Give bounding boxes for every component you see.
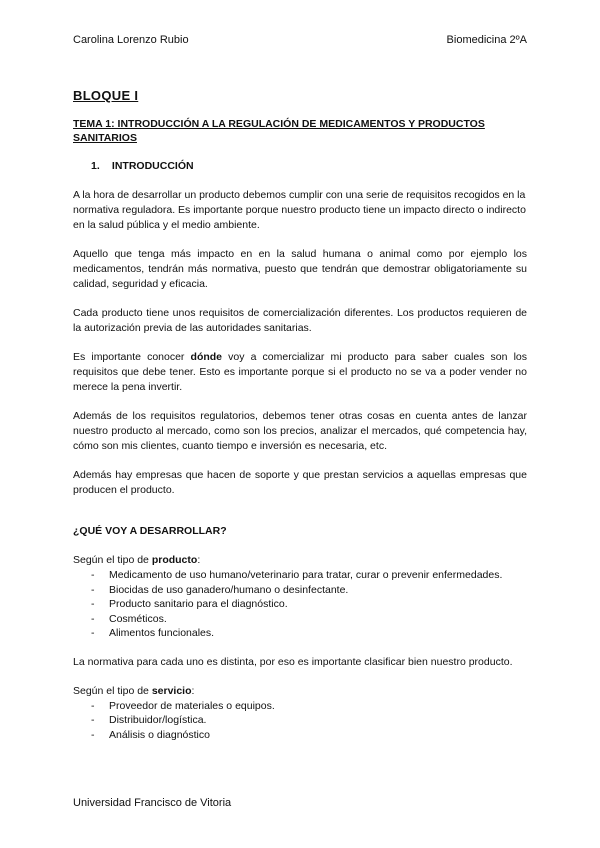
servicio-list <box>73 699 527 743</box>
producto-intro-bold: producto <box>151 554 198 566</box>
paragraph-normativa: La normativa para cada uno es distinta, por eso es importante clasificar bien nuestro producto. <box>73 655 513 668</box>
producto-intro-end: : <box>197 554 201 566</box>
list-item: - Producto sanitario para el diagnóstico. <box>73 597 527 612</box>
header-author: Carolina Lorenzo Rubio <box>73 34 189 46</box>
header-course: Biomedicina 2ºA <box>446 34 527 46</box>
paragraph-impacto: Aquello que tenga más impacto en en la salud humana o animal como por ejemplo los medicamentos, tendrán más normativa, puesto que tendrán que demostrar obligatoriamente su calidad, seguridad y eficacia. <box>73 248 527 290</box>
producto-list <box>73 568 527 641</box>
tema-heading: TEMA 1: INTRODUCCIÓN A LA REGULACIÓN DE MEDICAMENTOS Y PRODUCTOS SANITARIOS <box>73 118 485 144</box>
servicio-intro-end: : <box>191 684 195 697</box>
paragraph-donde-end: voy a comercializar mi producto para saber cuales son los requisitos que debe tener. Esto es importante porque si el producto no se va a poder vender no merece la pena invertir. <box>73 351 528 393</box>
page-footer: Universidad Francisco de Vitoria <box>73 797 232 809</box>
servicio-intro-start: Según el tipo de <box>73 684 152 697</box>
page-header <box>73 34 527 46</box>
list-item: - Proveedor de materiales o equipos. <box>73 699 527 714</box>
list-item: - Cosméticos. <box>73 612 527 627</box>
producto-intro-start: Según el tipo de <box>73 554 152 566</box>
list-item: - Análisis o diagnóstico <box>73 728 527 743</box>
section-heading <box>91 159 527 174</box>
paragraph-otras-cosas: Además de los requisitos regulatorios, debemos tener otras cosas en cuenta antes de lanzar nuestro producto al mercado, como son los precios, analizar el mercados, qué competencia hay, cómo son mis clientes, cuanto tiempo e inversión es necesaria, etc. <box>73 410 527 452</box>
question-heading: ¿QUÉ VOY A DESARROLLAR? <box>73 525 227 537</box>
paragraph-donde-bold: dónde <box>190 351 223 363</box>
paragraph-donde <box>73 350 527 395</box>
list-item: - Medicamento de uso humano/veterinario para tratar, curar o prevenir enfermedades. <box>73 568 527 583</box>
paragraph-requisitos: A la hora de desarrollar un producto debemos cumplir con una serie de requisitos recogidos en la normativa reguladora. Es importante porque nuestro producto tiene un impacto directo o indirecto en la salud pública y el medio ambiente. <box>73 189 526 231</box>
section-title: INTRODUCCIÓN <box>111 160 194 172</box>
list-item: - Distribuidor/logística. <box>73 713 527 728</box>
section-number: 1. <box>91 160 100 172</box>
producto-intro <box>73 553 527 568</box>
document-body <box>73 88 527 756</box>
list-item: - Biocidas de uso ganadero/humano o desinfectante. <box>73 583 527 598</box>
paragraph-donde-start: Es importante conocer <box>73 351 191 363</box>
servicio-intro <box>73 684 527 699</box>
servicio-intro-bold: servicio <box>151 684 192 697</box>
paragraph-soporte: Además hay empresas que hacen de soporte y que prestan servicios a aquellas empresas que producen el producto. <box>73 469 527 496</box>
list-item: - Alimentos funcionales. <box>73 626 527 641</box>
paragraph-comercializacion: Cada producto tiene unos requisitos de comercialización diferentes. Los productos requieren de la autorización previa de las autoridades sanitarias. <box>73 307 527 334</box>
bloque-heading: BLOQUE I <box>73 88 139 103</box>
